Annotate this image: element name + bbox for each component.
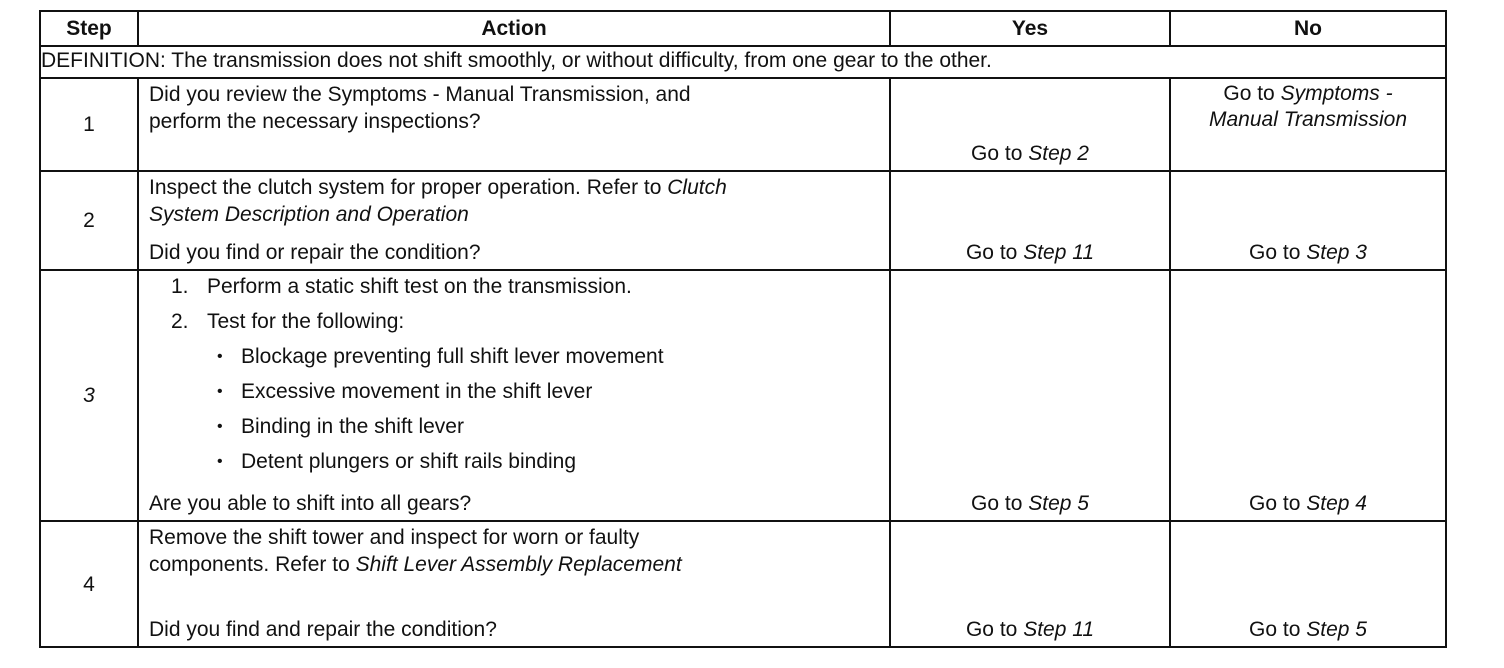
step-number: 4 bbox=[40, 521, 138, 647]
bullet-list bbox=[149, 343, 889, 475]
yes-link[interactable]: Step 11 bbox=[1023, 618, 1095, 641]
action-line: Remove the shift tower and inspect for worn or faulty bbox=[149, 526, 640, 549]
yes-prefix: Go to bbox=[971, 142, 1023, 165]
action-cell bbox=[138, 171, 890, 270]
action-line bbox=[149, 174, 889, 201]
action-cell bbox=[138, 521, 890, 647]
yes-cell bbox=[890, 521, 1170, 647]
no-prefix: Go to bbox=[1249, 618, 1301, 641]
step-number: 1 bbox=[40, 78, 138, 171]
bullet-icon: • bbox=[217, 348, 223, 365]
yes-link[interactable]: Step 5 bbox=[1028, 492, 1089, 515]
action-question: Did you find and repair the condition? bbox=[149, 618, 497, 641]
yes-cell bbox=[890, 171, 1170, 270]
yes-link[interactable]: Step 2 bbox=[1028, 142, 1089, 165]
definition-text: DEFINITION: The transmission does not shift smoothly, or without difficulty, from one gear to the other. bbox=[40, 46, 1446, 78]
list-text: Test for the following: bbox=[207, 310, 405, 333]
no-link-cont[interactable]: Manual Transmission bbox=[1208, 108, 1407, 131]
bullet-icon: • bbox=[217, 383, 223, 400]
list-text: Perform a static shift test on the transmission. bbox=[207, 275, 632, 298]
bullet-item bbox=[217, 413, 889, 440]
no-link[interactable]: Step 3 bbox=[1306, 241, 1367, 264]
definition-row bbox=[40, 46, 1446, 78]
header-no: No bbox=[1170, 11, 1446, 46]
no-cell bbox=[1170, 521, 1446, 647]
no-prefix: Go to bbox=[1223, 82, 1275, 105]
header-row bbox=[40, 11, 1446, 46]
yes-prefix: Go to bbox=[965, 241, 1018, 264]
action-text: components. Refer to bbox=[149, 553, 350, 576]
step-number: 3 bbox=[40, 270, 138, 521]
no-link[interactable]: Symptoms - bbox=[1280, 82, 1393, 105]
list-number: 1. bbox=[171, 275, 189, 298]
action-ref[interactable]: Shift Lever Assembly Replacement bbox=[355, 553, 682, 576]
action-line: perform the necessary inspections? bbox=[149, 110, 481, 133]
table-row bbox=[40, 78, 1446, 171]
yes-prefix: Go to bbox=[971, 492, 1023, 515]
action-question: Are you able to shift into all gears? bbox=[149, 492, 472, 515]
header-step: Step bbox=[40, 11, 138, 46]
no-link[interactable]: Step 5 bbox=[1306, 618, 1367, 641]
action-line bbox=[149, 551, 889, 578]
no-cell bbox=[1170, 171, 1446, 270]
list-number: 2. bbox=[171, 310, 189, 333]
table-row bbox=[40, 171, 1446, 270]
no-cell bbox=[1170, 78, 1446, 171]
action-ref[interactable]: Clutch bbox=[667, 176, 727, 199]
bullet-item bbox=[217, 378, 889, 405]
action-cell bbox=[138, 270, 890, 521]
table-row bbox=[40, 521, 1446, 647]
header-action: Action bbox=[138, 11, 890, 46]
action-question: Did you find or repair the condition? bbox=[149, 241, 481, 264]
list-item bbox=[149, 308, 889, 335]
step-number: 2 bbox=[40, 171, 138, 270]
no-prefix: Go to bbox=[1249, 241, 1301, 264]
diagnostic-table bbox=[39, 10, 1447, 648]
yes-cell bbox=[890, 78, 1170, 171]
bullet-text: Blockage preventing full shift lever movement bbox=[241, 345, 664, 368]
bullet-text: Excessive movement in the shift lever bbox=[241, 380, 593, 403]
numbered-list bbox=[149, 273, 889, 335]
bullet-icon: • bbox=[217, 418, 223, 435]
no-prefix: Go to bbox=[1249, 492, 1301, 515]
list-item bbox=[149, 273, 889, 300]
table-row bbox=[40, 270, 1446, 521]
bullet-text: Binding in the shift lever bbox=[241, 415, 464, 438]
no-link[interactable]: Step 4 bbox=[1306, 492, 1367, 515]
bullet-item bbox=[217, 343, 889, 370]
yes-prefix: Go to bbox=[965, 618, 1018, 641]
header-yes: Yes bbox=[890, 11, 1170, 46]
bullet-icon: • bbox=[217, 453, 223, 470]
action-line: Did you review the Symptoms - Manual Transmission, and bbox=[149, 83, 691, 106]
action-text: Inspect the clutch system for proper operation. Refer to bbox=[149, 176, 662, 199]
no-cell bbox=[1170, 270, 1446, 521]
yes-link[interactable]: Step 11 bbox=[1023, 241, 1095, 264]
yes-cell bbox=[890, 270, 1170, 521]
bullet-text: Detent plungers or shift rails binding bbox=[241, 450, 577, 473]
action-ref-cont[interactable]: System Description and Operation bbox=[149, 203, 469, 226]
action-cell bbox=[138, 78, 890, 171]
bullet-item bbox=[217, 448, 889, 475]
